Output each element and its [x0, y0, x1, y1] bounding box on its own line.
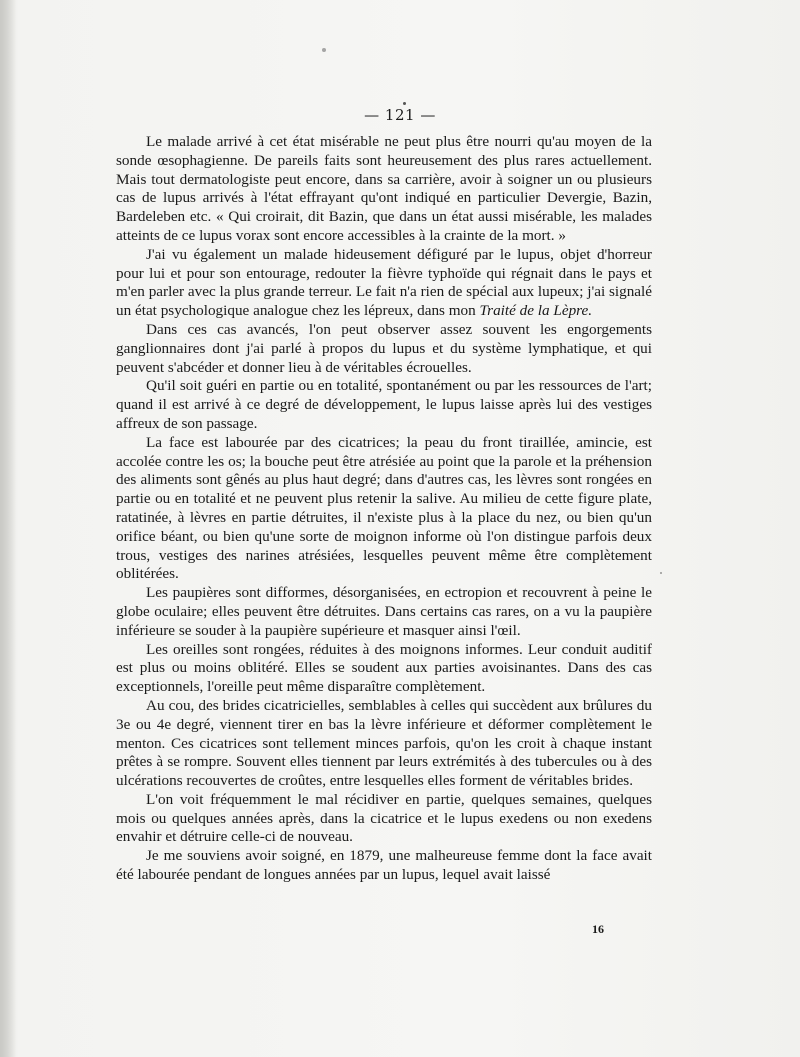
print-speck — [322, 48, 326, 52]
print-speck — [660, 572, 662, 574]
paragraph: La face est labourée par des cicatrices; la peau du front tiraillée, amincie, est accolée contre les os; la bouche peut être atrésiée au point que la parole et la préhension des aliments sont gênés au plus haut degré; dans d'autres cas, les lèvres sont rongées en partie ou en totalité et ne peuvent plus retenir la salive. Au milieu de cette figure plate, ratatinée, à lèvres en partie détruites, il n'existe plus à la place du nez, ou bien qu'un orifice béant, ou bien qu'une sorte de moignon informe où l'on distingue parfois deux trous, vestiges des narines atrésiées, lesquelles peuvent même être complètement oblitérées. — [116, 433, 652, 583]
paragraph: L'on voit fréquemment le mal récidiver en partie, quelques semaines, quelques mois ou quelques années après, dans la cicatrice et le lupus exedens ou non exedens envahir et détruire celle-ci de nouveau. — [116, 790, 652, 846]
paragraph-text: J'ai vu également un malade hideusement défiguré par le lupus, objet d'horreur pour lui et pour son entourage, redouter la fièvre typhoïde qui régnait dans le pays et m'en parler avec la plus grande terreur. Le fait n'a rien de spécial aux lupeux; j'ai signalé un état psychologique analogue chez les lépreux, dans mon — [116, 245, 652, 320]
print-speck — [403, 102, 406, 105]
body-text — [116, 133, 652, 885]
paragraph: Qu'il soit guéri en partie ou en totalité, spontanément ou par les ressources de l'art; quand il est arrivé à ce degré de développement, le lupus laisse après lui des vestiges affreux de son passage. — [116, 377, 652, 432]
book-title-reference: Traité de la Lèpre. — [479, 302, 593, 320]
paragraph — [116, 246, 652, 321]
paragraph: Les paupières sont difformes, désorganisées, en ectropion et recouvrent à peine le globe oculaire; elles peuvent être détruites. Dans certains cas rares, on a vu la paupière inférieure se souder à la paupière supérieure et masquer ainsi l'œil. — [116, 584, 652, 639]
paragraph: Au cou, des brides cicatricielles, semblables à celles qui succèdent aux brûlures du 3e ou 4e degré, viennent tirer en bas la lèvre inférieure et déformer complètement le menton. Ces cicatrices sont tellement minces parfois, qu'on les croit à chaque instant prêtes à se rompre. Souvent elles tiennent par leurs extrémités à des tubercules ou à des ulcérations recouvertes de croûtes, entre lesquelles elles forment de véritables brides. — [116, 696, 652, 790]
signature-mark: 16 — [592, 922, 604, 936]
paragraph: Les oreilles sont rongées, réduites à des moignons informes. Leur conduit auditif est plus ou moins oblitéré. Elles se soudent aux parties avoisinantes. Dans des cas exceptionnels, l'oreille peut même disparaître complètement. — [116, 640, 652, 696]
paragraph: Je me souviens avoir soigné, en 1879, une malheureuse femme dont la face avait été labourée pendant de longues années par un lupus, lequel avait laissé — [116, 847, 652, 884]
paragraph: Le malade arrivé à cet état misérable ne peut plus être nourri qu'au moyen de la sonde œsophagienne. De pareils faits sont heureusement des plus rares actuellement. Mais tout dermatologiste peut encore, dans sa carrière, avoir à soigner un ou plusieurs cas de lupus arrivés à l'état effrayant qu'ont indiqué en particulier Devergie, Bazin, Bardeleben etc. « Qui croirait, dit Bazin, que dans un état aussi misérable, les malades atteints de ce lupus vorax sont encore accessibles à la crainte de la mort. » — [116, 133, 652, 244]
paragraph: Dans ces cas avancés, l'on peut observer assez souvent les engorgements ganglionnaires dont j'ai parlé à propos du lupus et du système lymphatique, et qui peuvent s'abcéder et donner lieu à de véritables écrouelles. — [116, 320, 652, 376]
page-number: — 121 — — [364, 106, 436, 124]
